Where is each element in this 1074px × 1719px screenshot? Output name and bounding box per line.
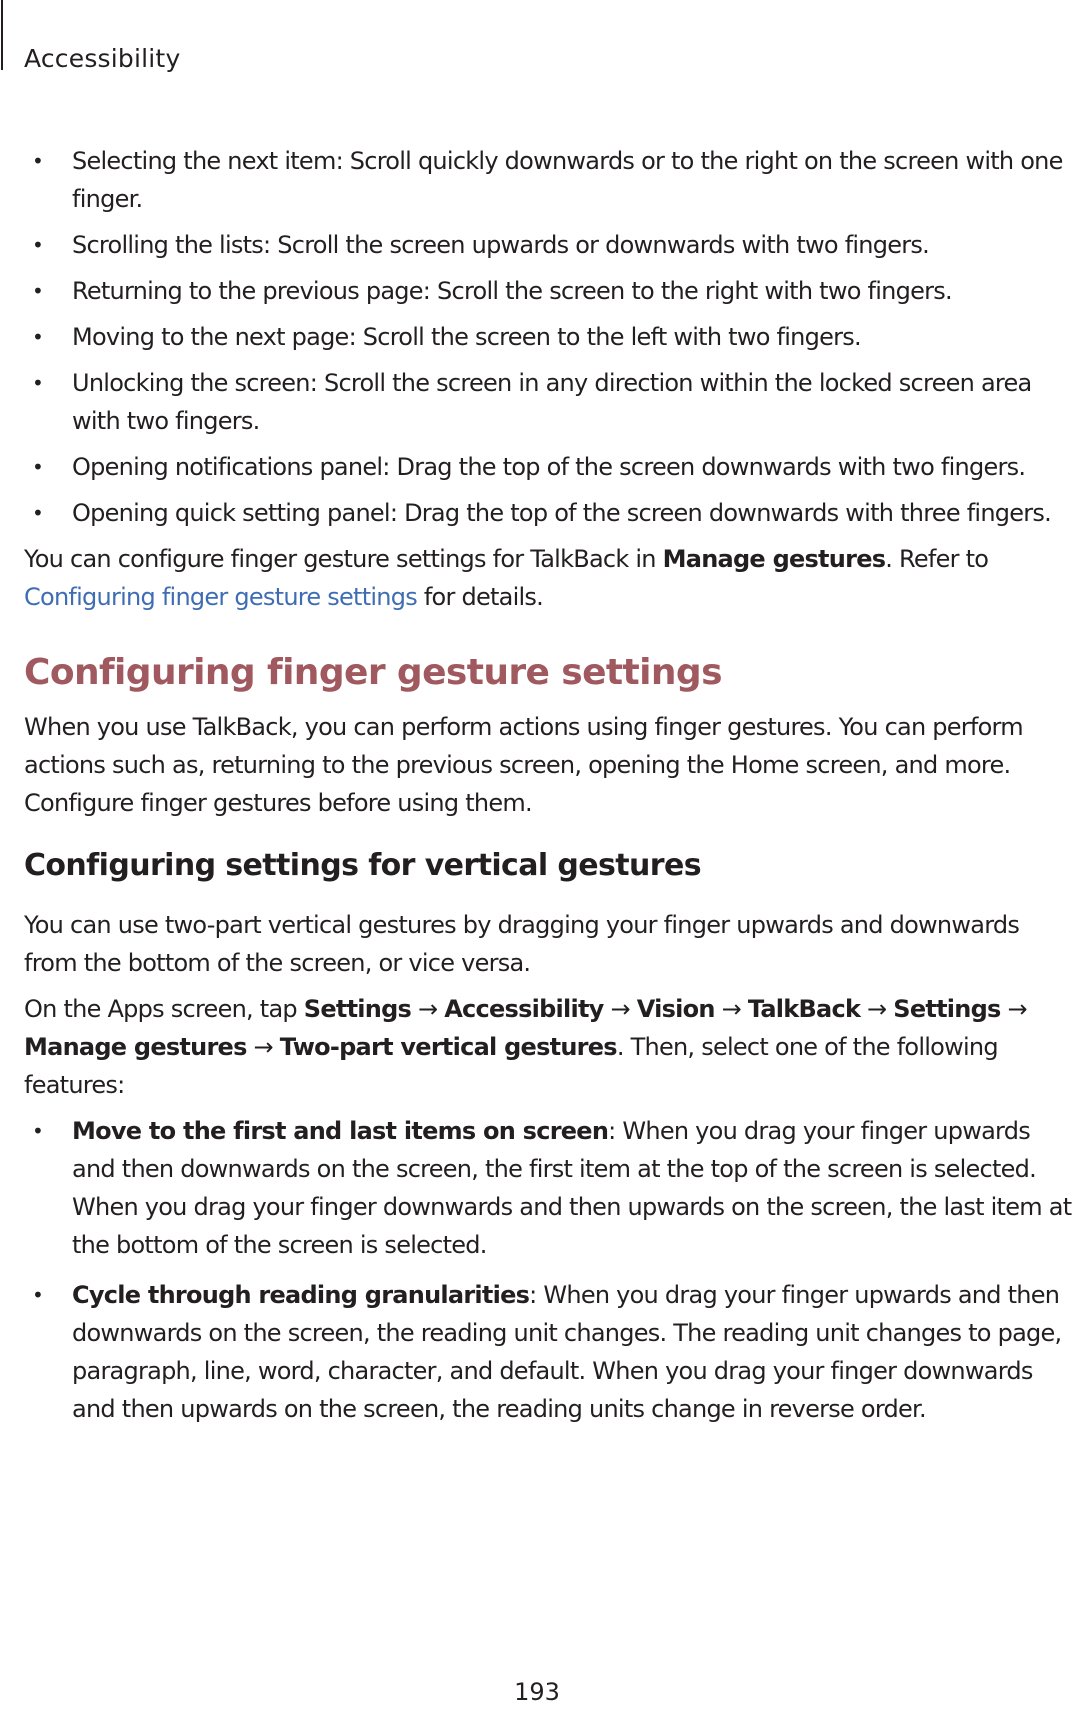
feature-title: Move to the first and last items on screen [72, 1117, 609, 1145]
path-step: TalkBack [747, 995, 861, 1023]
bullet-icon: • [32, 279, 44, 303]
path-step: Vision [636, 995, 715, 1023]
section-label: Accessibility [24, 44, 181, 73]
bullet-icon: • [32, 1283, 44, 1307]
arrow-icon: → [253, 1033, 273, 1061]
bullet-icon: • [32, 325, 44, 349]
gesture-list [24, 142, 1072, 532]
page-content [24, 142, 1072, 1440]
path-step: Two-part vertical gestures [279, 1033, 617, 1061]
bullet-icon: • [32, 1119, 44, 1143]
vertical-intro: You can use two-part vertical gestures by dragging your finger upwards and downwards from the bottom of the screen, or vice versa. [24, 911, 1020, 977]
bullet-icon: • [32, 455, 44, 479]
path-step: Settings [893, 995, 1001, 1023]
path-step: Settings [303, 995, 412, 1023]
intro-paragraph: When you use TalkBack, you can perform actions using finger gestures. You can perform actions such as, returning to the previous screen, opening the Home screen, and more. Configure finger gestures before using them. [24, 713, 1023, 817]
arrow-icon: → [1007, 995, 1027, 1023]
manage-gestures-term: Manage gestures [662, 545, 886, 573]
list-item [24, 1112, 1072, 1264]
list-item: • Selecting the next item: Scroll quickly downwards or to the right on the screen with one finger. [24, 142, 1072, 218]
list-item: • Unlocking the screen: Scroll the screen in any direction within the locked screen area with two fingers. [24, 364, 1072, 440]
list-item: • Returning to the previous page: Scroll the screen to the right with two fingers. [24, 272, 1072, 310]
arrow-icon: → [867, 995, 887, 1023]
list-item [24, 1276, 1072, 1428]
path-step: Accessibility [444, 995, 604, 1023]
feature-description: : When you drag your finger upwards and then downwards on the screen, the reading unit changes. The reading unit changes to page, paragraph, line, word, character, and default. When you drag your finger downwards and then upwards on the screen, the reading units change in reverse order. [72, 1281, 1062, 1423]
arrow-icon: → [721, 995, 741, 1023]
subsection-heading: Configuring settings for vertical gestures [24, 848, 701, 883]
path-step: Manage gestures [24, 1033, 247, 1061]
section-heading: Configuring finger gesture settings [24, 652, 722, 693]
configuring-gestures-link[interactable]: Configuring finger gesture settings [24, 583, 417, 611]
bullet-icon: • [32, 149, 44, 173]
bullet-icon: • [32, 501, 44, 525]
list-item: • Opening notifications panel: Drag the top of the screen downwards with two fingers. [24, 448, 1072, 486]
page-number: 193 [514, 1678, 560, 1706]
configure-note: You can configure finger gesture settings for TalkBack in Manage gestures. Refer to Configuring finger gesture settings for details. [24, 545, 989, 611]
feature-list [24, 1112, 1072, 1428]
feature-title: Cycle through reading granularities [72, 1281, 530, 1309]
list-item: • Scrolling the lists: Scroll the screen upwards or downwards with two fingers. [24, 226, 1072, 264]
arrow-icon: → [610, 995, 630, 1023]
path-instruction: On the Apps screen, tap Settings → Accessibility → Vision → TalkBack → Settings → Manage gestures → Two-part vertical gestures. Then, select one of the following features: [24, 995, 1027, 1099]
feature-description: : When you drag your finger upwards and then downwards on the screen, the first item at the top of the screen is selected. When you drag your finger downwards and then upwards on the screen, the last item at the bottom of the screen is selected. [72, 1117, 1072, 1259]
bullet-icon: • [32, 233, 44, 257]
header-rule [1, 0, 3, 70]
bullet-icon: • [32, 371, 44, 395]
list-item: • Moving to the next page: Scroll the screen to the left with two fingers. [24, 318, 1072, 356]
list-item: • Opening quick setting panel: Drag the top of the screen downwards with three fingers. [24, 494, 1072, 532]
arrow-icon: → [417, 995, 438, 1023]
